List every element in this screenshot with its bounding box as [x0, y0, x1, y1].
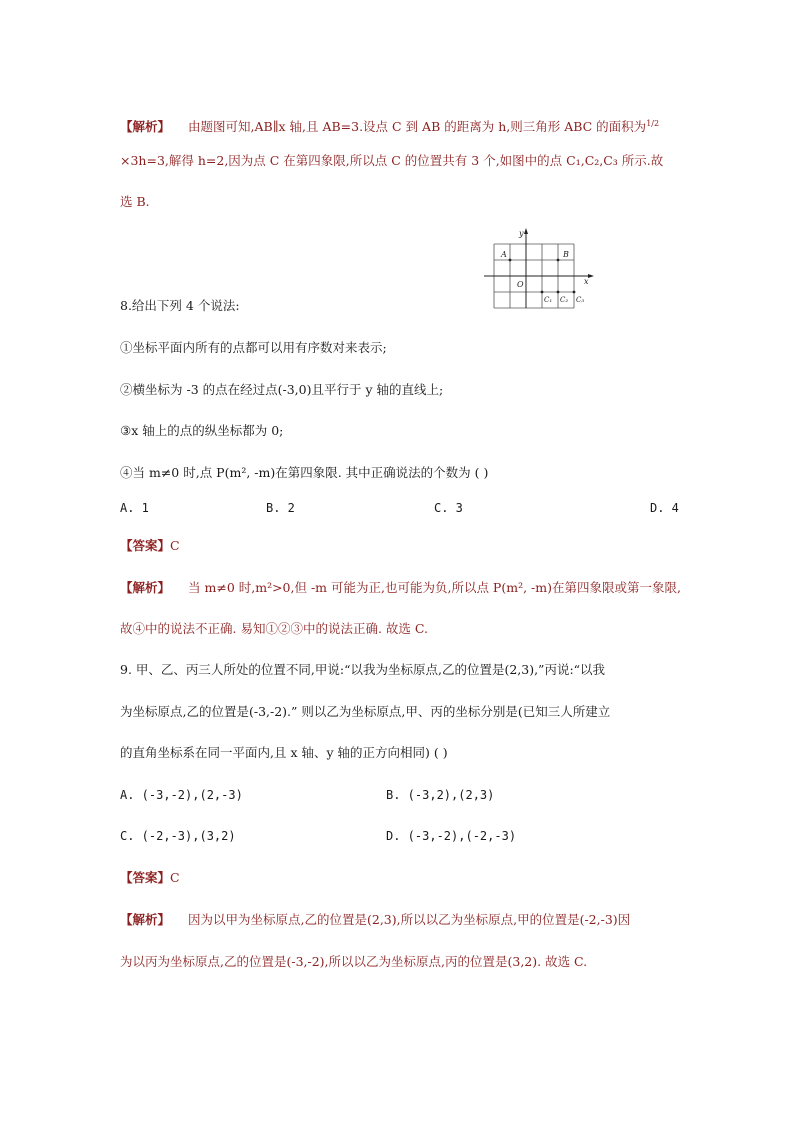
analysis-tag: 【解析】: [120, 912, 171, 927]
analysis-7-line-3: 选 B.: [120, 194, 150, 209]
q9-option-c: C. (-2,-3),(3,2): [120, 829, 236, 843]
q8-option-b: B. 2: [266, 501, 295, 515]
q9-option-a: A. (-3,-2),(2,-3): [120, 788, 243, 802]
answer-tag: 【答案】: [120, 870, 171, 885]
q9-answer: [120, 870, 180, 886]
label-c1: C₁: [544, 296, 553, 304]
q8-analysis-line-2: 故④中的说法不正确. 易知①②③中的说法正确. 故选 C.: [120, 621, 428, 636]
answer-tag: 【答案】: [120, 538, 171, 553]
q8-analysis-line-1: [120, 580, 681, 596]
q8-option-d: D. 4: [650, 501, 679, 515]
q8-statement-3: ③x 轴上的点的纵坐标都为 0;: [120, 423, 284, 438]
q8-answer-value: C: [170, 538, 180, 553]
label-c3: C₃: [576, 296, 585, 304]
point-c2: [557, 291, 560, 294]
q8-option-a: A. 1: [120, 501, 149, 515]
label-b: B: [563, 250, 569, 259]
q8-analysis-text-1: 当 m≠0 时,m²>0,但 -m 可能为正,也可能为负,所以点 P(m², -m)在第四象限或第一象限,: [188, 580, 681, 595]
q8-stem: 8.给出下列 4 个说法:: [120, 298, 240, 313]
q8-answer: [120, 538, 180, 554]
label-a: A: [501, 250, 507, 259]
analysis-tag: 【解析】: [120, 119, 171, 135]
analysis-tag: 【解析】: [120, 580, 171, 595]
q9-answer-value: C: [170, 870, 180, 885]
q9-stem-3: 的直角坐标系在同一平面内,且 x 轴、y 轴的正方向相同) ( ): [120, 745, 448, 760]
label-o: O: [517, 280, 524, 289]
analysis-7-line-1: [120, 116, 659, 135]
fraction-half: 1/2: [646, 119, 660, 128]
x-axis-arrow: [588, 274, 594, 278]
analysis-7-line-2: ×3h=3,解得 h=2,因为点 C 在第四象限,所以点 C 的位置共有 3 个,如图中的点 C₁,C₂,C₃ 所示.故: [120, 153, 664, 168]
q9-stem-2: 为坐标原点,乙的位置是(-3,-2).” 则以乙为坐标原点,甲、丙的坐标分别是(已知三人所建立: [120, 704, 611, 719]
coordinate-grid-figure: [480, 226, 600, 316]
point-c3: [573, 291, 576, 294]
q8-statement-2: ②横坐标为 -3 的点在经过点(-3,0)且平行于 y 轴的直线上;: [120, 382, 444, 397]
point-a: [509, 259, 512, 262]
q9-stem-1: 9. 甲、乙、丙三人所处的位置不同,甲说:“以我为坐标原点,乙的位置是(2,3),”丙说:“以我: [120, 662, 606, 677]
label-x: x: [584, 277, 589, 286]
q9-analysis-text-1: 因为以甲为坐标原点,乙的位置是(2,3),所以以乙为坐标原点,甲的位置是(-2,-3)因: [188, 912, 631, 927]
point-b: [557, 259, 560, 262]
y-axis-arrow: [524, 228, 528, 234]
q9-analysis-line-1: [120, 912, 630, 928]
q8-statement-1: ①坐标平面内所有的点都可以用有序数对来表示;: [120, 340, 387, 355]
point-c1: [541, 291, 544, 294]
q9-option-d: D. (-3,-2),(-2,-3): [386, 829, 517, 843]
label-c2: C₂: [560, 296, 569, 304]
q9-option-b: B. (-3,2),(2,3): [386, 788, 495, 802]
q8-statement-4: ④当 m≠0 时,点 P(m², -m)在第四象限. 其中正确说法的个数为 ( ): [120, 465, 489, 480]
q9-analysis-line-2: 为以丙为坐标原点,乙的位置是(-3,-2),所以以乙为坐标原点,丙的位置是(3,2). 故选 C.: [120, 954, 588, 969]
q8-option-c: C. 3: [434, 501, 463, 515]
analysis-7-text-1: 由题图可知,AB∥x 轴,且 AB=3.设点 C 到 AB 的距离为 h,则三角形 ABC 的面积为: [188, 119, 647, 135]
label-y: y: [519, 229, 524, 238]
